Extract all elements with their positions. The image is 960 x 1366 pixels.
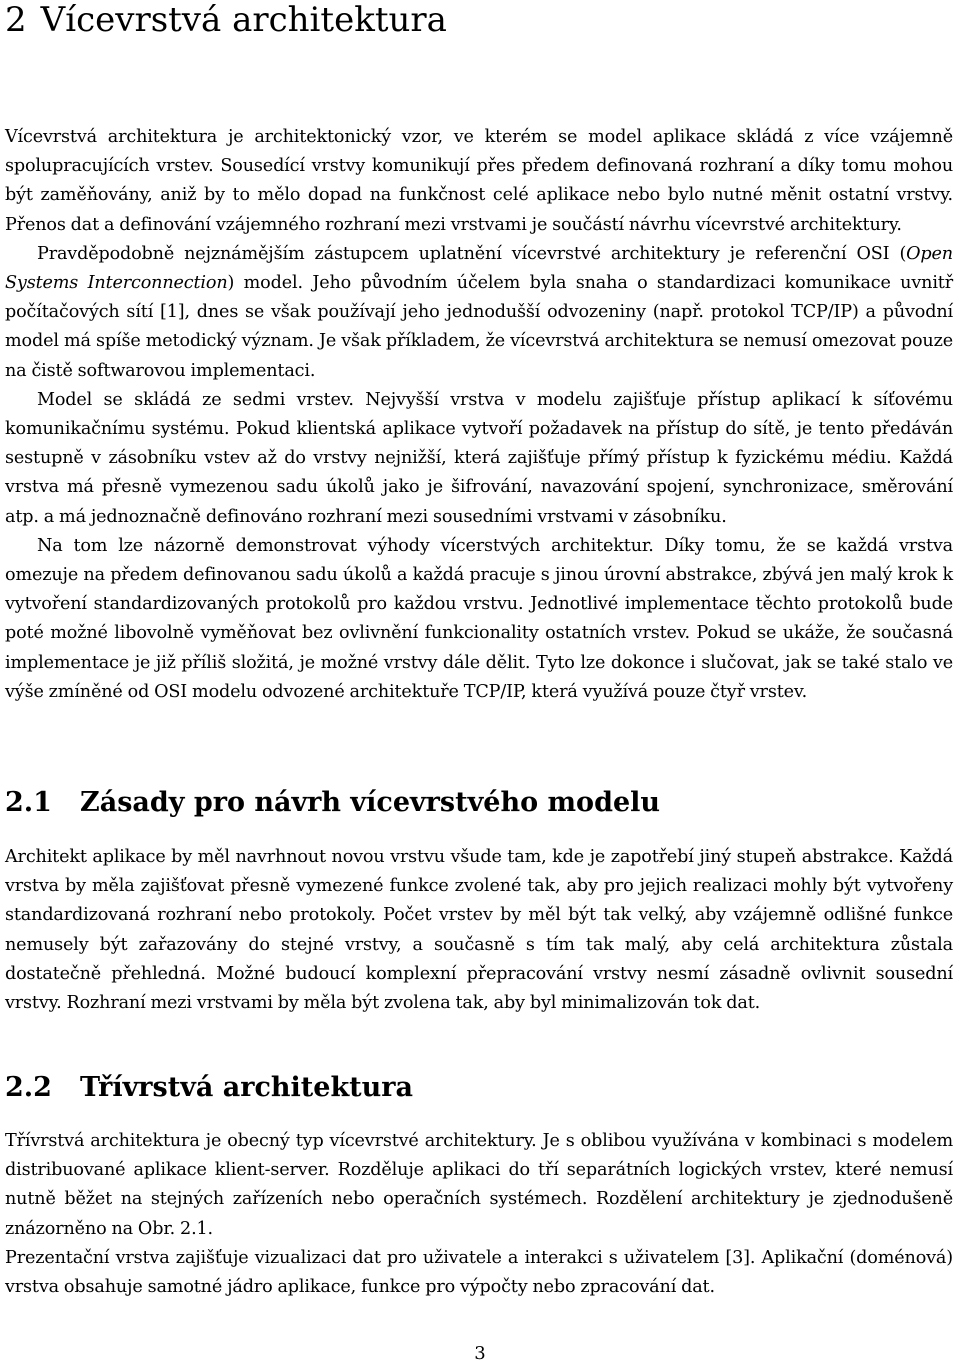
section-heading <box>5 786 660 820</box>
section-heading <box>5 1071 413 1105</box>
page-number: 3 <box>474 1343 486 1364</box>
paragraph: Na tom lze názorně demonstrovat výhody vícerstvých architektur. Díky tomu, že se každá vrstva omezuje na předem definovanou sadu úkolů a každá pracuje s jinou úrovní abstrakce, zbývá jen malý krok k vytvoření standardizovaných protokolů pro každou vrstvu. Jednotlivé implementace těchto protokolů bude poté možné libovolně vyměňovat bez ovlivnění funkcionality ostatních vrstev. Pokud se ukáže, že současná implementace je již příliš složitá, je možné vrstvy dále dělit. Tyto lze dokonce i slučovat, jak se také stalo ve výše zmíněné od OSI modelu odvozené architektuře TCP/IP, která využívá pouze čtyř vrstev. <box>5 535 953 702</box>
osi-italic-term: Open Systems Interconnection <box>5 243 953 294</box>
osi-text-after: ) model. Jeho původním účelem byla snaha o standardizaci komunikace uvnitř počítačových sítí [1], dnes se však používají jeho jednodušší odvozeniny (např. protokol TCP/IP) a původní model má spíše metodický význam. Je však příkladem, že vícevrstvá architektura se nemusí omezovat pouze na čistě softwarovou implementaci. <box>5 273 953 381</box>
section-title: Třívrstvá architektura <box>79 1072 413 1103</box>
paragraph: Model se skládá ze sedmi vrstev. Nejvyšší vrstva v modelu zajišťuje přístup aplikací k síťovému komunikačnímu systému. Pokud klientská aplikace vytvoří požadavek na přístup do sítě, je tento předáván sestupně v zásobníku vstev až do vrstvy nejnižší, která zajišťuje přímý přístup k fyzickému médiu. Každá vrstva má přesně vymezenou sadu úkolů jako je šifrování, navazování spojení, synchronizace, směrování atp. a má jednoznačně definováno rozhraní mezi sousedními vrstvami v zásobníku. <box>5 389 953 527</box>
section-number: 2.2 <box>5 1072 52 1103</box>
paragraph: Architekt aplikace by měl navrhnout novou vrstvu všude tam, kde je zapotřebí jiný stupeň abstrakce. Každá vrstva by měla zajišťovat přesně vymezené funkce zvolené tak, aby pro jejich realizaci mohly být vytvořeny standardizovaná rozhraní nebo protokoly. Počet vrstev by měl být tak velký, aby vzájemně odlišné funkce nemusely být zařazovány do stejné vrstvy, a současně s tím tak malý, aby celá architektura zůstala dostatečně přehledná. Možné budoucí komplexní přepracování vrstvy nesmí zásadně ovlivnit sousední vrstvy. Rozhraní mezi vrstvami by měla být zvolena tak, aby byl minimalizován tok dat. <box>5 847 953 1014</box>
paragraph: Vícevrstvá architektura je architektonický vzor, ve kterém se model aplikace skládá z více vzájemně spolupracujících vrstev. Sousedící vrstvy komunikují přes předem definovaná rozhraní a díky tomu mohou být zaměňovány, aniž by to mělo dopad na funkčnost celé aplikace nebo bylo nutné měnit ostatní vrstvy. Přenos dat a definování vzájemného rozhraní mezi vrstvami je součástí návrhu vícevrstvé architektury. <box>5 127 953 235</box>
section-body <box>5 1127 953 1302</box>
chapter-title: Vícevrstvá architektura <box>40 0 447 40</box>
section-number: 2.1 <box>5 787 52 818</box>
section-title: Zásady pro návrh vícevrstvého modelu <box>79 787 661 818</box>
chapter-number: 2 <box>5 0 27 40</box>
section-body <box>5 843 953 1018</box>
osi-text-before: Pravděpodobně nejznámějším zástupcem uplatnění vícevrstvé architektury je referenční OSI ( <box>37 243 907 264</box>
chapter-heading <box>5 0 447 40</box>
paragraph: Prezentační vrstva zajišťuje vizualizaci dat pro uživatele a interakci s uživatelem [3]. Aplikační (doménová) vrstva obsahuje samotné jádro aplikace, funkce pro výpočty nebo zpracování dat. <box>5 1247 953 1298</box>
paragraph: Třívrstvá architektura je obecný typ vícevrstvé architektury. Je s oblibou využívána v kombinaci s modelem distribuované aplikace klient-server. Rozděluje aplikaci do tří separátních logických vrstev, které nemusí nutně běžet na stejných zařízeních nebo operačních systémech. Rozdělení architektury je zjednodušeně znázorněno na Obr. 2.1. <box>5 1131 953 1239</box>
paragraph <box>5 240 953 386</box>
chapter-body <box>5 123 953 707</box>
